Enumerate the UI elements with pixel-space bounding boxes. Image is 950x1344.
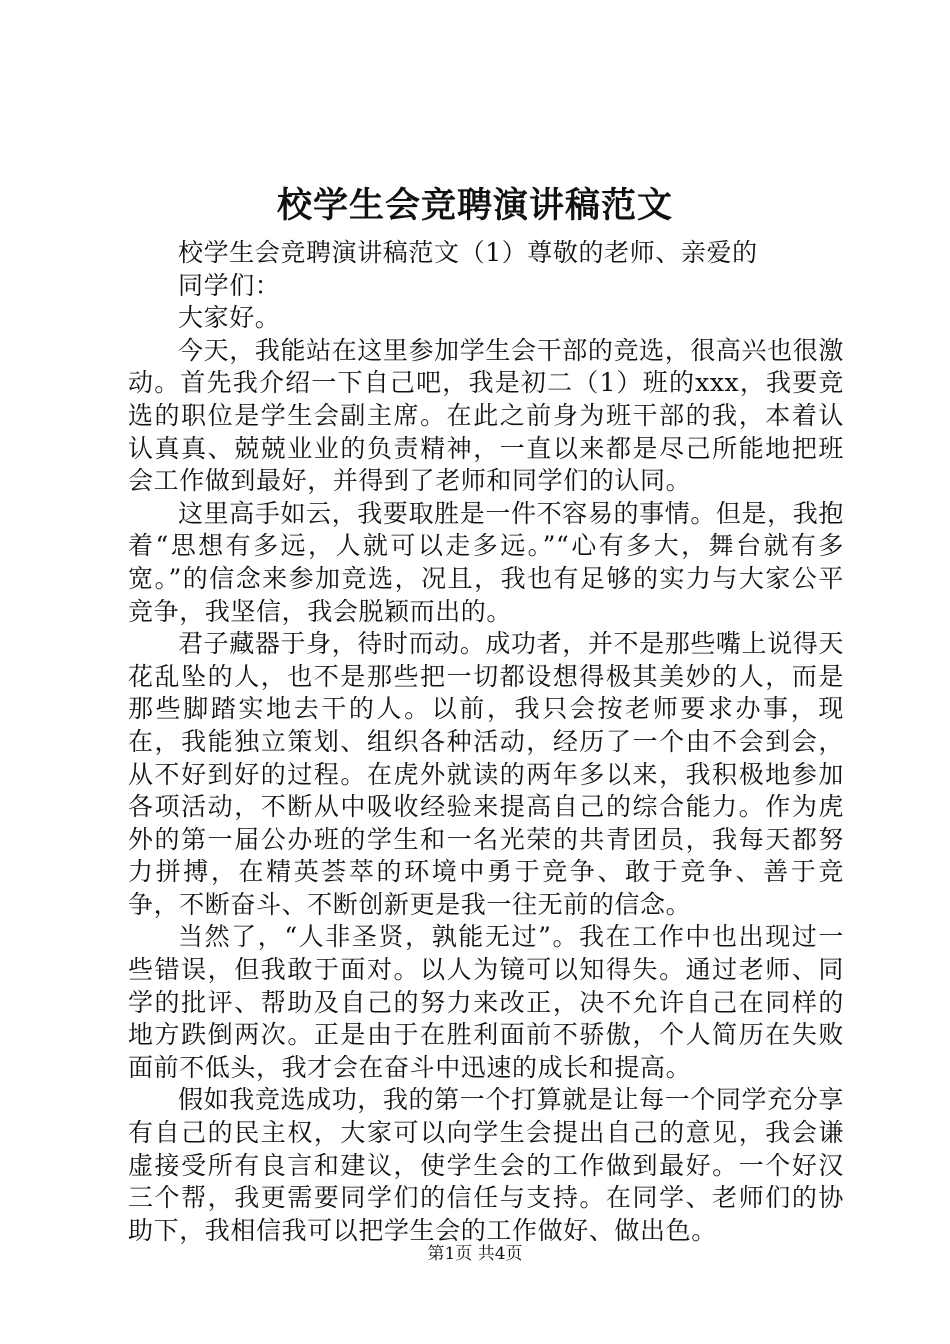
paragraph-introduction: 今天，我能站在这里参加学生会干部的竞选，很高兴也很激动。首先我介绍一下自己吧，我是初二（1）班的xxx，我要竞选的职位是学生会副主席。在此之前身为班干部的我，本着认认真真、兢兢业业的负责精神，一直以来都是尽己所能地把班会工作做到最好，并得到了老师和同学们的认同。	[128, 335, 844, 496]
paragraph-salutation: 同学们：	[178, 270, 281, 300]
paragraph-confidence: 这里高手如云，我要取胜是一件不容易的事情。但是，我抱着“思想有多远，人就可以走多远。”“心有多大，舞台就有多宽。”的信念来参加竞选，况且，我也有足够的实力与大家公平竞争，我坚信，我会脱颖而出的。	[128, 498, 844, 626]
page-footer: 第1页 共4页	[427, 1244, 523, 1264]
paragraph-mistakes: 当然了，“人非圣贤，孰能无过”。我在工作中也出现过一些错误，但我敢于面对。以人为镜可以知得失。通过老师、同学的批评、帮助及自己的努力来改正，决不允许自己在同样的地方跌倒两次。正是由于在胜利面前不骄傲，个人简历在失败面前不低头，我才会在奋斗中迅速的成长和提高。	[128, 922, 844, 1082]
paragraph-plan: 假如我竞选成功，我的第一个打算就是让每一个同学充分享有自己的民主权，大家可以向学生会提出自己的意见，我会谦虚接受所有良言和建议，使学生会的工作做到最好。一个好汉三个帮，我更需要同学们的信任与支持。在同学、老师们的协助下，我相信我可以把学生会的工作做好、做出色。	[128, 1085, 844, 1245]
paragraph-greeting: 大家好。	[178, 303, 281, 333]
paragraph-experience: 君子藏器于身，待时而动。成功者，并不是那些嘴上说得天花乱坠的人，也不是那些把一切都设想得极其美妙的人，而是那些脚踏实地去干的人。以前，我只会按老师要求办事，现在，我能独立策划、组织各种活动，经历了一个由不会到会，从不好到好的过程。在虎外就读的两年多以来，我积极地参加各项活动，不断从中吸收经验来提高自己的综合能力。作为虎外的第一届公办班的学生和一名光荣的共青团员，我每天都努力拼搏，在精英荟萃的环境中勇于竞争、敢于竞争、善于竞争，不断奋斗、不断创新更是我一往无前的信念。	[128, 629, 844, 919]
document-body	[128, 237, 844, 1247]
paragraph-opening: 校学生会竞聘演讲稿范文（1）尊敬的老师、亲爱的	[178, 238, 758, 267]
document-title: 校学生会竞聘演讲稿范文	[276, 185, 673, 226]
